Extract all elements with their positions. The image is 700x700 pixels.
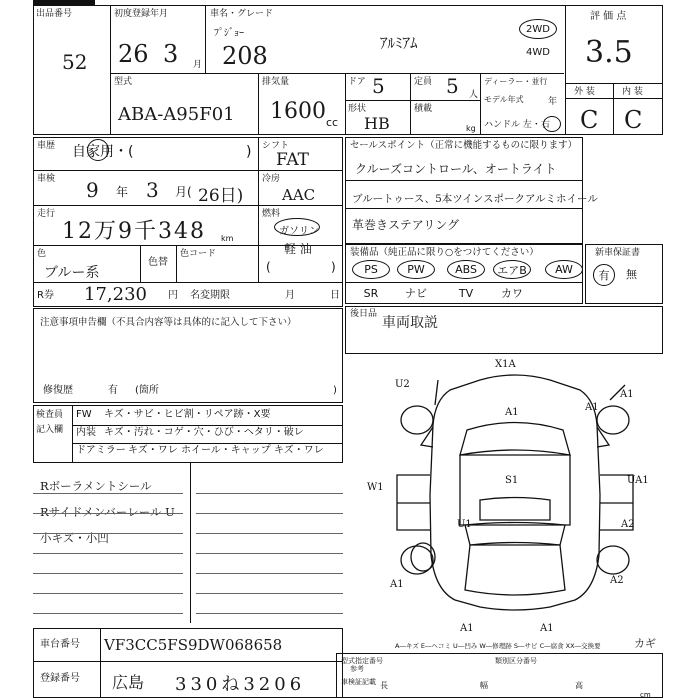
divider [33,205,343,206]
remark-line-0: Rボーラメントシール [40,479,152,493]
divider [345,208,583,209]
sales-line-3: 革巻きステアリング [352,218,460,232]
load-label: 積載 [414,104,433,114]
legend-note: カギ [634,637,656,650]
repair-close: ) [333,385,337,396]
warranty-no: 無 [626,268,637,281]
sales-label: セールスポイント（正常に機能するものに限ります） [350,140,578,151]
mark-right-rear: A2 [610,575,624,586]
reg-month: 3 [163,40,179,68]
transfer-month: 月 [285,290,295,301]
color-code-label: 色コード [180,249,217,259]
equipment-item-row2-0 [352,284,390,302]
sales-line-2: ブルートゥース、5本ツインスポークアルミホイール [352,193,598,205]
displacement: 1600 [270,99,326,124]
check-row-head-2: ドアミラー [76,445,126,456]
divider [176,245,177,282]
inspection-tsuki: 月( [175,185,192,199]
score-label: 評 価 点 [590,11,627,22]
reg-number-label: 登録番号 [40,673,80,684]
repair-location: (箇所 [135,385,159,396]
warranty-yes-circle [593,264,615,286]
shape-label: 形状 [348,104,367,114]
displacement-label: 排気量 [262,77,290,87]
load-unit: kg [466,124,476,133]
gasoline-circle [274,218,320,236]
divider [480,73,481,135]
equipment-item-row2-2 [447,284,485,302]
score-value: 3.5 [585,35,633,70]
year-suffix: 年 [548,97,558,107]
warranty-label: 新車保証書 [595,248,641,258]
recolor-label: 色替 [148,257,168,268]
height-label: 高 [575,681,583,690]
exterior-grade: C [580,106,599,134]
chassis-number: VF3CC5FS9DW068658 [104,636,283,654]
usage-value: 自家用・( [72,144,134,160]
mark-left-front: U2 [395,379,410,390]
divider [566,83,663,84]
divider [345,73,346,135]
grade: ｱﾙﾐｱﾑ [380,34,418,52]
remark-rule [196,593,343,594]
equipment-label: 装備品（純正品に限り○をつけてください） [350,247,539,258]
divider [72,405,73,463]
exterior-label: 外 装 [574,87,595,97]
reg-number: 330ね3206 [175,674,306,695]
check-row-text-2: キズ・ワレ ホイール・キャップ キズ・ワレ [128,445,324,456]
equipment-item-row2-1 [397,284,435,302]
remark-rule [33,613,183,614]
displacement-unit: cc [326,116,339,129]
shift-value: FAT [276,150,310,170]
equipment-label-3: エアB [497,263,527,277]
equipment-label-1: PW [407,263,425,276]
reg-year: 26 [118,40,149,68]
color-label: 色 [37,249,47,259]
interior-label: 内 装 [622,87,643,97]
handle-label: ハンドル 左・右 [484,120,550,130]
inspection-nen: 年 [116,185,129,199]
remark-rule [33,593,183,594]
equipment-item-1 [397,260,435,279]
inspection-label: 車検 [37,174,56,184]
cert-label: 車検証記載 [341,678,376,686]
check-row-text-1: キズ・汚れ・コゲ・穴・ひび・ヘタリ・破レ [104,427,304,438]
divider [258,137,259,282]
remark-rule [33,573,183,574]
model-year-label: モデル年式 [484,95,524,104]
transfer-label: 名変期限 [190,290,230,301]
divider [72,443,343,444]
divider [33,282,343,283]
equipment-label-row2-1: ナビ [405,287,427,300]
equipment-label-4: AW [555,263,573,276]
divider [345,282,583,283]
divider [613,83,614,135]
divider [140,245,141,282]
cm-unit: cm [640,691,651,699]
color-value: ブルー系 [44,265,100,281]
mark-roof: S1 [505,475,519,486]
inspection-year: 9 [86,178,99,202]
fuel-paren-close: ) [331,260,336,274]
sales-line-1: クルーズコントロール、オートライト [355,162,557,176]
interior-grade: C [624,106,643,134]
check-row-text-0: キズ・サビ・ヒビ割・リペア跡・X要 [104,409,271,420]
top-tab [33,0,95,6]
chassis-label: 車台番号 [40,639,80,650]
mark-left-rear: A1 [390,579,404,590]
remark-rule [196,573,343,574]
mark-right-side: UA1 [627,475,649,486]
transfer-day: 日 [330,290,340,301]
inspection-day: 26日) [198,186,244,206]
equipment-label-row2-2: TV [458,286,474,300]
doors: 5 [372,74,385,98]
divider [72,425,343,426]
divider [566,98,663,99]
notes-label: 注意事項申告欄（不具合内容等は具体的に記入して下さい） [40,317,297,328]
mileage-label: 走行 [37,209,56,219]
equipment-item-3 [493,260,531,279]
doors-label: ドア [348,77,366,87]
category-label: 類別区分番号 [495,657,537,665]
remark-rule [196,613,343,614]
divider [345,100,480,101]
drive-4wd: 4WD [526,47,550,58]
inspector-label-2: 記入欄 [36,425,64,435]
month-suffix: 月 [193,60,203,70]
check-row-head-1: 内装 [76,427,96,438]
divider [565,5,566,135]
equipment-item-row2-3 [493,284,531,302]
remark-rule [33,513,183,514]
usage-close: ) [246,144,252,160]
remark-line-1: Rサイドメンバーレール U [40,505,175,519]
mileage-unit: km [221,234,234,243]
car-diagram [355,355,675,635]
recycle-label: R券 [37,290,54,301]
ac-label: 冷房 [262,174,281,184]
divider [33,170,343,171]
lot-label: 出品番号 [36,9,73,19]
equipment-label-2: ABS [455,263,477,276]
usage-label: 車歴 [37,141,56,151]
ac-value: AAC [282,186,316,204]
length-label: 長 [380,681,388,690]
remark-rule [196,533,343,534]
remark-rule [196,513,343,514]
remark-rule [33,493,183,494]
handle-right-circle [543,116,561,132]
equipment-item-2 [447,260,485,279]
check-row-head-0: FW [76,409,92,420]
fuel-gasoline: ガソリン [279,226,319,237]
mark-hood: A1 [505,407,519,418]
fuel-label: 燃料 [262,209,281,219]
divider [33,661,343,662]
inspector-label-1: 検査員 [36,410,64,420]
divider [258,73,259,135]
model-code: ABA-A95F01 [118,104,235,125]
remarks-divider [190,463,191,623]
drive-2wd: 2WD [526,23,550,35]
mark-right-rear-door: A2 [621,519,635,530]
equipment-item-0 [352,260,390,279]
damage-legend: A―キズ E―ヘコミ U―凹み W―修理跡 S―サビ C―腐食 XX―交換要 [395,642,601,650]
warranty-yes: 有 [598,269,610,282]
later-items-label: 後日品 [350,309,378,319]
inspection-month: 3 [146,178,159,202]
lot-number: 52 [62,50,88,74]
reg-date-label: 初度登録年月 [114,9,169,19]
equipment-label-0: PS [364,263,378,276]
fuel-diesel: 軽 油 [284,242,312,256]
type-designation-label: 型式指定番号 [341,657,383,665]
width-label: 幅 [480,681,488,690]
remark-rule [33,533,183,534]
remark-rule [196,493,343,494]
mark-left-side: W1 [367,482,384,493]
car-name-label: 車名・グレード [210,9,274,19]
capacity-label: 定員 [414,77,433,87]
later-items-value: 車両取説 [382,315,438,331]
mark-right-front: A1 [620,389,634,400]
remark-rule [33,553,183,554]
fuel-paren-open: ( [266,260,271,274]
remark-line-2: 小キズ・小凹 [40,531,109,545]
divider [205,5,206,73]
mark-rear-left: A1 [460,623,474,634]
reference-label: 参考 [350,665,364,673]
divider [100,628,101,698]
body-shape: HB [364,114,390,133]
repair-yes: 有 [108,385,118,396]
mark-front: X1A [495,359,516,370]
shift-label: シフト [262,141,290,151]
mark-left-rear-door: U1 [457,519,472,530]
divider [110,5,111,135]
capacity: 5 [446,74,459,98]
recycle-amount: 17,230 [84,284,147,305]
car-model-name: 208 [222,42,268,70]
capacity-unit: 人 [469,90,479,100]
remark-rule [196,553,343,554]
divider [110,73,564,74]
mark-rear-right: A1 [540,623,554,634]
repair-label: 修復歴 [43,385,73,396]
equipment-label-row2-0: SR [363,286,379,300]
car-maker: ﾌﾟｼﾞｮｰ [214,28,244,39]
reg-area: 広島 [112,673,145,692]
drive-2wd-circle [519,19,557,39]
mileage: 12万9千348 [62,219,206,244]
mark-right-mirror: A1 [585,402,599,413]
equipment-label-row2-3: カワ [501,287,523,300]
model-code-label: 型式 [114,77,133,87]
recycle-yen: 円 [168,290,178,301]
dealer-label: ディーラー・並行 [484,77,548,86]
divider [410,73,411,135]
divider [345,180,583,181]
equipment-item-4 [545,260,583,279]
